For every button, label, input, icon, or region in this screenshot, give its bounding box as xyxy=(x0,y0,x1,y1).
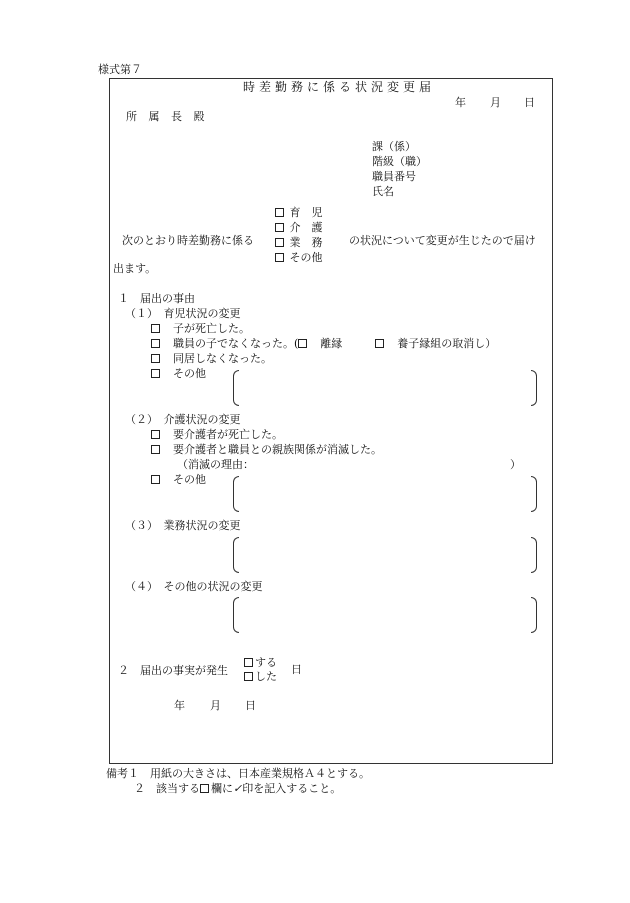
bottom-date-month: 月 xyxy=(210,699,221,712)
date-year: 年 xyxy=(455,96,466,109)
reason-option-childcare[interactable]: 育 児 xyxy=(275,206,323,220)
checkbox[interactable] xyxy=(151,324,160,333)
childcare-heading: （１） 育児状況の変更 xyxy=(125,307,241,320)
work-bracket-right xyxy=(531,537,537,573)
bottom-date-year: 年 xyxy=(174,699,185,712)
checkbox[interactable] xyxy=(275,223,284,232)
work-heading: （３） 業務状況の変更 xyxy=(125,519,241,532)
date-month: 月 xyxy=(490,96,501,109)
nursing-item-2[interactable]: 要介護者と職員との親族関係が消滅した。 xyxy=(151,443,382,457)
section1-heading: １ 届出の事由 xyxy=(118,292,195,305)
reason-option-work[interactable]: 業 務 xyxy=(275,236,323,250)
checkbox[interactable] xyxy=(275,238,284,247)
nursing-other-bracket-left xyxy=(233,476,239,512)
applicant-rank: 階級（職） xyxy=(372,155,427,168)
other-bracket-left xyxy=(233,597,239,633)
other-heading: （４） その他の状況の変更 xyxy=(125,580,263,593)
checkbox[interactable] xyxy=(151,369,160,378)
checkmark-icon: ✓ xyxy=(233,782,243,795)
checkbox[interactable] xyxy=(151,354,160,363)
checkbox[interactable] xyxy=(151,475,160,484)
checkbox[interactable] xyxy=(244,658,253,667)
form-number: 様式第７ xyxy=(98,63,142,76)
childcare-other-bracket-left xyxy=(233,370,239,406)
nursing-heading: （２） 介護状況の変更 xyxy=(125,413,241,426)
childcare-item-1[interactable]: 子が死亡した。 xyxy=(151,322,250,336)
childcare-item-2[interactable]: 職員の子でなくなった。( 離縁 養子縁組の取消し） xyxy=(151,337,496,351)
checkbox[interactable] xyxy=(244,672,253,681)
applicant-section: 課（係） xyxy=(372,140,416,153)
checkbox[interactable] xyxy=(151,430,160,439)
other-bracket-right xyxy=(531,597,537,633)
section2-option-will[interactable]: する xyxy=(244,656,277,670)
checkbox[interactable] xyxy=(275,208,284,217)
addressee: 所 属 長 殿 xyxy=(126,110,209,123)
checkbox[interactable] xyxy=(375,339,384,348)
reason-option-nursing[interactable]: 介 護 xyxy=(275,221,323,235)
date-day: 日 xyxy=(524,96,535,109)
checkbox[interactable] xyxy=(298,339,307,348)
section2-day: 日 xyxy=(291,663,302,676)
intro-before: 次のとおり時差勤務に係る xyxy=(122,234,254,247)
work-bracket-left xyxy=(233,537,239,573)
nursing-item-other[interactable]: その他 xyxy=(151,473,206,487)
form-title: 時差勤務に係る状況変更届 xyxy=(243,80,436,94)
nursing-reason-label: （消滅の理由： xyxy=(177,458,254,471)
checkbox[interactable] xyxy=(151,339,160,348)
checkbox[interactable] xyxy=(151,445,160,454)
bottom-date-day: 日 xyxy=(245,699,256,712)
reason-option-other[interactable]: その他 xyxy=(275,251,323,265)
intro-after: の状況について変更が生じたので届け xyxy=(349,234,536,247)
applicant-staff-no: 職員番号 xyxy=(372,170,416,183)
checkbox[interactable] xyxy=(275,253,284,262)
applicant-name: 氏名 xyxy=(372,185,394,198)
nursing-item-1[interactable]: 要介護者が死亡した。 xyxy=(151,428,283,442)
childcare-item-3[interactable]: 同居しなくなった。 xyxy=(151,352,272,366)
checkbox-glyph xyxy=(200,784,209,793)
nursing-other-bracket-right xyxy=(531,476,537,512)
note-1: 備考１ 用紙の大きさは、日本産業規格Ａ４とする。 xyxy=(106,767,370,780)
nursing-reason-close: ） xyxy=(510,458,521,471)
childcare-item-other[interactable]: その他 xyxy=(151,367,206,381)
childcare-other-bracket-right xyxy=(531,370,537,406)
note-2: ２ 該当する 欄に✓印を記入すること。 xyxy=(134,782,342,795)
intro-continued: 出ます。 xyxy=(113,262,157,275)
section2-label: ２ 届出の事実が発生 xyxy=(118,664,228,677)
section2-option-did[interactable]: した xyxy=(244,670,277,684)
